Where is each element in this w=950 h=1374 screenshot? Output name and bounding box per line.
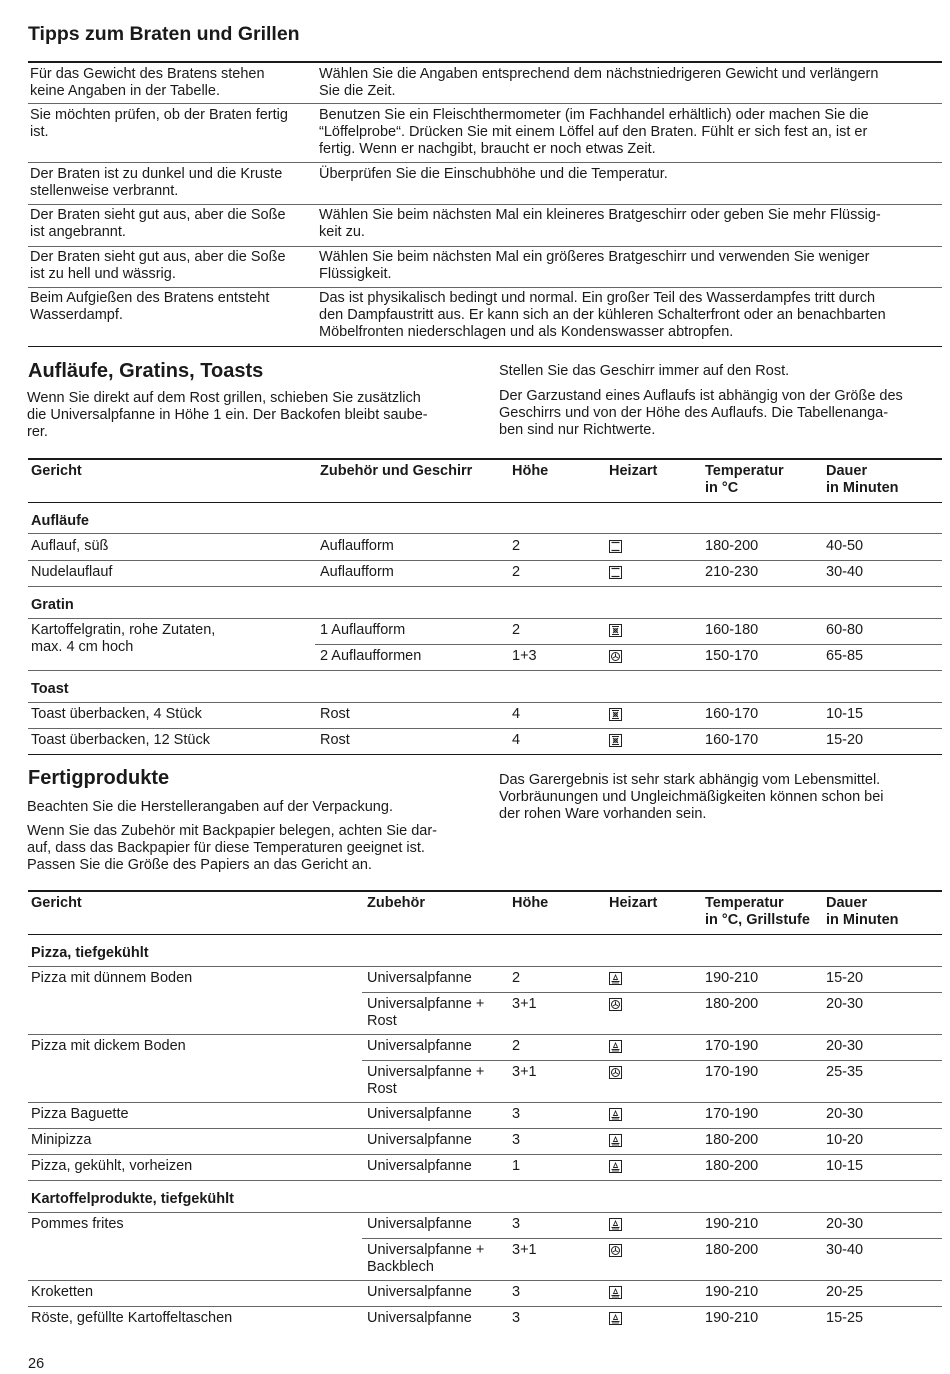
top-bottom-icon: [609, 540, 622, 553]
shelf-level: 3: [512, 1106, 521, 1122]
intro-text: Wenn Sie direkt auf dem Rost grillen, schieben Sie zusätzlich: [27, 390, 421, 406]
dish-name: Toast überbacken, 12 Stück: [31, 732, 210, 748]
tip-problem: Wasserdampf.: [30, 307, 123, 323]
row-divider: [315, 644, 942, 645]
accessory: Universalpfanne: [367, 1310, 472, 1326]
tip-solution: Überprüfen Sie die Einschubhöhe und die Temperatur.: [319, 166, 668, 182]
tip-solution: “Löffelprobe“. Drücken Sie mit einem Löffel auf den Braten. Fühlt er sich fest an, ist er: [319, 124, 868, 140]
duration: 25-35: [826, 1064, 864, 1080]
tip-solution: Flüssigkeit.: [319, 266, 392, 282]
duration: 20-25: [826, 1284, 864, 1300]
circo-roast-icon: [609, 734, 622, 747]
shelf-level: 1+3: [512, 648, 537, 664]
page-number: 26: [28, 1356, 45, 1372]
tip-solution: Wählen Sie die Angaben entsprechend dem nächstniedrigeren Gewicht und verlängern: [319, 66, 879, 82]
row-divider: [28, 1034, 942, 1035]
dish-name: Röste, gefüllte Kartoffeltaschen: [31, 1310, 233, 1326]
temperature: 150-170: [705, 648, 759, 664]
duration: 20-30: [826, 1106, 864, 1122]
row-divider: [362, 1060, 942, 1061]
hot-air-icon: [609, 650, 622, 663]
accessory: Backblech: [367, 1259, 434, 1275]
row-divider: [28, 533, 942, 534]
shelf-level: 4: [512, 706, 521, 722]
hot-air-icon: [609, 1244, 622, 1257]
column-header: Dauer: [826, 895, 868, 911]
temperature: 190-210: [705, 1310, 759, 1326]
shelf-level: 2: [512, 970, 521, 986]
duration: 65-85: [826, 648, 864, 664]
group-header: Gratin: [31, 597, 74, 613]
tip-problem: ist zu hell und wässrig.: [30, 266, 176, 282]
duration: 20-30: [826, 1038, 864, 1054]
page-title: Tipps zum Braten und Grillen: [28, 23, 300, 45]
pizza-icon: [609, 1218, 622, 1231]
shelf-level: 1: [512, 1158, 521, 1174]
pizza-icon: [609, 1108, 622, 1121]
shelf-level: 4: [512, 732, 521, 748]
row-divider: [28, 1128, 942, 1129]
temperature: 190-210: [705, 1284, 759, 1300]
circo-roast-icon: [609, 624, 622, 637]
tips-table-top: [28, 61, 942, 63]
column-header: in °C, Grillstufe: [705, 912, 810, 928]
duration: 15-20: [826, 732, 864, 748]
hot-air-icon: [609, 1066, 622, 1079]
accessory: 1 Auflaufform: [320, 622, 406, 638]
row-divider: [28, 1306, 942, 1307]
row-divider: [28, 966, 942, 967]
column-header: in Minuten: [826, 912, 899, 928]
tip-problem: Der Braten ist zu dunkel und die Kruste: [30, 166, 283, 182]
temperature: 190-210: [705, 1216, 759, 1232]
tip-solution: Das ist physikalisch bedingt und normal. Ein großer Teil des Wasserdampfes tritt durch: [319, 290, 876, 306]
intro-text: Geschirrs und von der Höhe des Auflaufs. Die Tabellenanga-: [499, 405, 889, 421]
dish-name: Pizza Baguette: [31, 1106, 129, 1122]
dish-name: Auflauf, süß: [31, 538, 109, 554]
tip-solution: Wählen Sie beim nächsten Mal ein kleineres Bratgeschirr oder geben Sie mehr Flüssig-: [319, 207, 881, 223]
pizza-icon: [609, 1312, 622, 1325]
row-divider: [28, 586, 942, 587]
group-header: Kartoffelprodukte, tiefgekühlt: [31, 1191, 235, 1207]
intro-text: rer.: [27, 424, 48, 440]
accessory: Universalpfanne +: [367, 1064, 485, 1080]
intro-text: auf, dass das Backpapier für diese Temperaturen geeignet ist.: [27, 840, 425, 856]
circo-roast-icon: [609, 708, 622, 721]
header-divider: [28, 502, 942, 503]
dish-name: Minipizza: [31, 1132, 92, 1148]
temperature: 180-200: [705, 538, 759, 554]
header-divider: [28, 934, 942, 935]
column-header: Heizart: [609, 463, 658, 479]
shelf-level: 2: [512, 564, 521, 580]
intro-text: Das Garergebnis ist sehr stark abhängig vom Lebensmittel.: [499, 772, 881, 788]
dish-name: max. 4 cm hoch: [31, 639, 134, 655]
tip-row-divider: [28, 287, 942, 288]
tip-problem: Der Braten sieht gut aus, aber die Soße: [30, 249, 286, 265]
accessory: 2 Auflaufformen: [320, 648, 422, 664]
group-header: Toast: [31, 681, 69, 697]
duration: 10-20: [826, 1132, 864, 1148]
pizza-icon: [609, 972, 622, 985]
auflaeufe-table-top: [28, 458, 942, 460]
intro-text: Der Garzustand eines Auflaufs ist abhängig von der Größe des: [499, 388, 903, 404]
accessory: Auflaufform: [320, 538, 394, 554]
tip-solution: Wählen Sie beim nächsten Mal ein größeres Bratgeschirr und verwenden Sie weniger: [319, 249, 870, 265]
column-header: Höhe: [512, 463, 549, 479]
accessory: Rost: [367, 1013, 397, 1029]
duration: 30-40: [826, 564, 864, 580]
tip-row-divider: [28, 162, 942, 163]
intro-text: der rohen Ware vorhanden sein.: [499, 806, 707, 822]
temperature: 190-210: [705, 970, 759, 986]
hot-air-icon: [609, 998, 622, 1011]
column-header: in Minuten: [826, 480, 899, 496]
duration: 30-40: [826, 1242, 864, 1258]
row-divider: [28, 1280, 942, 1281]
row-divider: [28, 702, 942, 703]
accessory: Universalpfanne +: [367, 1242, 485, 1258]
column-header: Zubehör: [367, 895, 425, 911]
tip-problem: Beim Aufgießen des Bratens entsteht: [30, 290, 270, 306]
temperature: 210-230: [705, 564, 759, 580]
column-header: Temperatur: [705, 463, 784, 479]
fertig-table-top: [28, 890, 942, 892]
dish-name: Kroketten: [31, 1284, 94, 1300]
tip-solution: Möbelfronten niederschlagen und als Kondenswasser abtropfen.: [319, 324, 734, 340]
duration: 20-30: [826, 996, 864, 1012]
accessory: Universalpfanne +: [367, 996, 485, 1012]
tip-solution: Sie die Zeit.: [319, 83, 396, 99]
tip-problem: Der Braten sieht gut aus, aber die Soße: [30, 207, 286, 223]
intro-text: die Universalpfanne in Höhe 1 ein. Der Backofen bleibt saube-: [27, 407, 428, 423]
row-divider: [28, 1154, 942, 1155]
accessory: Universalpfanne: [367, 1158, 472, 1174]
row-divider: [28, 560, 942, 561]
accessory: Universalpfanne: [367, 970, 472, 986]
pizza-icon: [609, 1040, 622, 1053]
shelf-level: 3+1: [512, 996, 537, 1012]
shelf-level: 3: [512, 1284, 521, 1300]
shelf-level: 2: [512, 1038, 521, 1054]
intro-text: Beachten Sie die Herstellerangaben auf der Verpackung.: [27, 799, 393, 815]
top-bottom-icon: [609, 566, 622, 579]
row-divider: [28, 1212, 942, 1213]
duration: 40-50: [826, 538, 864, 554]
intro-text: Stellen Sie das Geschirr immer auf den Rost.: [499, 363, 790, 379]
section-title-auflaeufe: Aufläufe, Gratins, Toasts: [28, 360, 264, 382]
row-divider: [28, 728, 942, 729]
row-divider: [28, 1180, 942, 1181]
group-header: Aufläufe: [31, 513, 89, 529]
temperature: 180-200: [705, 996, 759, 1012]
accessory: Universalpfanne: [367, 1038, 472, 1054]
tip-solution: Benutzen Sie ein Fleischthermometer (im Fachhandel erhältlich) oder machen Sie die: [319, 107, 869, 123]
shelf-level: 3: [512, 1216, 521, 1232]
accessory: Rost: [320, 706, 350, 722]
tip-problem: keine Angaben in der Tabelle.: [30, 83, 220, 99]
accessory: Rost: [320, 732, 350, 748]
temperature: 170-190: [705, 1106, 759, 1122]
temperature: 180-200: [705, 1242, 759, 1258]
row-divider: [28, 1102, 942, 1103]
duration: 15-20: [826, 970, 864, 986]
accessory: Universalpfanne: [367, 1106, 472, 1122]
row-divider: [362, 1238, 942, 1239]
duration: 10-15: [826, 1158, 864, 1174]
dish-name: Pizza, gekühlt, vorheizen: [31, 1158, 193, 1174]
dish-name: Pommes frites: [31, 1216, 124, 1232]
tip-problem: ist angebrannt.: [30, 224, 126, 240]
column-header: Dauer: [826, 463, 868, 479]
duration: 15-25: [826, 1310, 864, 1326]
shelf-level: 3: [512, 1310, 521, 1326]
accessory: Universalpfanne: [367, 1132, 472, 1148]
intro-text: Wenn Sie das Zubehör mit Backpapier belegen, achten Sie dar-: [27, 823, 438, 839]
shelf-level: 3: [512, 1132, 521, 1148]
temperature: 160-170: [705, 732, 759, 748]
temperature: 170-190: [705, 1064, 759, 1080]
dish-name: Pizza mit dickem Boden: [31, 1038, 186, 1054]
temperature: 180-200: [705, 1158, 759, 1174]
pizza-icon: [609, 1160, 622, 1173]
column-header: Gericht: [31, 463, 82, 479]
duration: 20-30: [826, 1216, 864, 1232]
tip-problem: stellenweise verbrannt.: [30, 183, 179, 199]
row-divider: [28, 670, 942, 671]
dish-name: Nudelauflauf: [31, 564, 113, 580]
pizza-icon: [609, 1134, 622, 1147]
temperature: 160-180: [705, 622, 759, 638]
pizza-icon: [609, 1286, 622, 1299]
row-divider: [28, 618, 942, 619]
tip-row-divider: [28, 103, 942, 104]
row-divider: [362, 992, 942, 993]
tip-row-divider: [28, 204, 942, 205]
column-header: Zubehör und Geschirr: [320, 463, 473, 479]
column-header: Höhe: [512, 895, 549, 911]
accessory: Rost: [367, 1081, 397, 1097]
dish-name: Kartoffelgratin, rohe Zutaten,: [31, 622, 216, 638]
shelf-level: 2: [512, 622, 521, 638]
group-header: Pizza, tiefgekühlt: [31, 945, 149, 961]
temperature: 170-190: [705, 1038, 759, 1054]
dish-name: Pizza mit dünnem Boden: [31, 970, 193, 986]
temperature: 180-200: [705, 1132, 759, 1148]
accessory: Universalpfanne: [367, 1284, 472, 1300]
column-header: in °C: [705, 480, 739, 496]
section-title-fertigprodukte: Fertigprodukte: [28, 767, 170, 789]
column-header: Heizart: [609, 895, 658, 911]
tips-table-bottom: [28, 346, 942, 347]
duration: 10-15: [826, 706, 864, 722]
tip-problem: ist.: [30, 124, 49, 140]
tip-solution: fertig. Wenn er nachgibt, braucht er noch etwas Zeit.: [319, 141, 656, 157]
column-header: Gericht: [31, 895, 82, 911]
tip-row-divider: [28, 246, 942, 247]
accessory: Universalpfanne: [367, 1216, 472, 1232]
tip-problem: Sie möchten prüfen, ob der Braten fertig: [30, 107, 288, 123]
intro-text: ben sind nur Richtwerte.: [499, 422, 656, 438]
intro-text: Vorbräunungen und Ungleichmäßigkeiten können schon bei: [499, 789, 884, 805]
shelf-level: 2: [512, 538, 521, 554]
column-header: Temperatur: [705, 895, 784, 911]
tip-solution: den Dampfaustritt aus. Er kann sich an der kühleren Schalterfront oder an benachbarten: [319, 307, 886, 323]
tip-solution: keit zu.: [319, 224, 365, 240]
intro-text: Passen Sie die Größe des Papiers an das Gericht an.: [27, 857, 372, 873]
shelf-level: 3+1: [512, 1064, 537, 1080]
tip-problem: Für das Gewicht des Bratens stehen: [30, 66, 265, 82]
shelf-level: 3+1: [512, 1242, 537, 1258]
duration: 60-80: [826, 622, 864, 638]
auflaeufe-table-bottom: [28, 754, 942, 755]
accessory: Auflaufform: [320, 564, 394, 580]
dish-name: Toast überbacken, 4 Stück: [31, 706, 202, 722]
temperature: 160-170: [705, 706, 759, 722]
